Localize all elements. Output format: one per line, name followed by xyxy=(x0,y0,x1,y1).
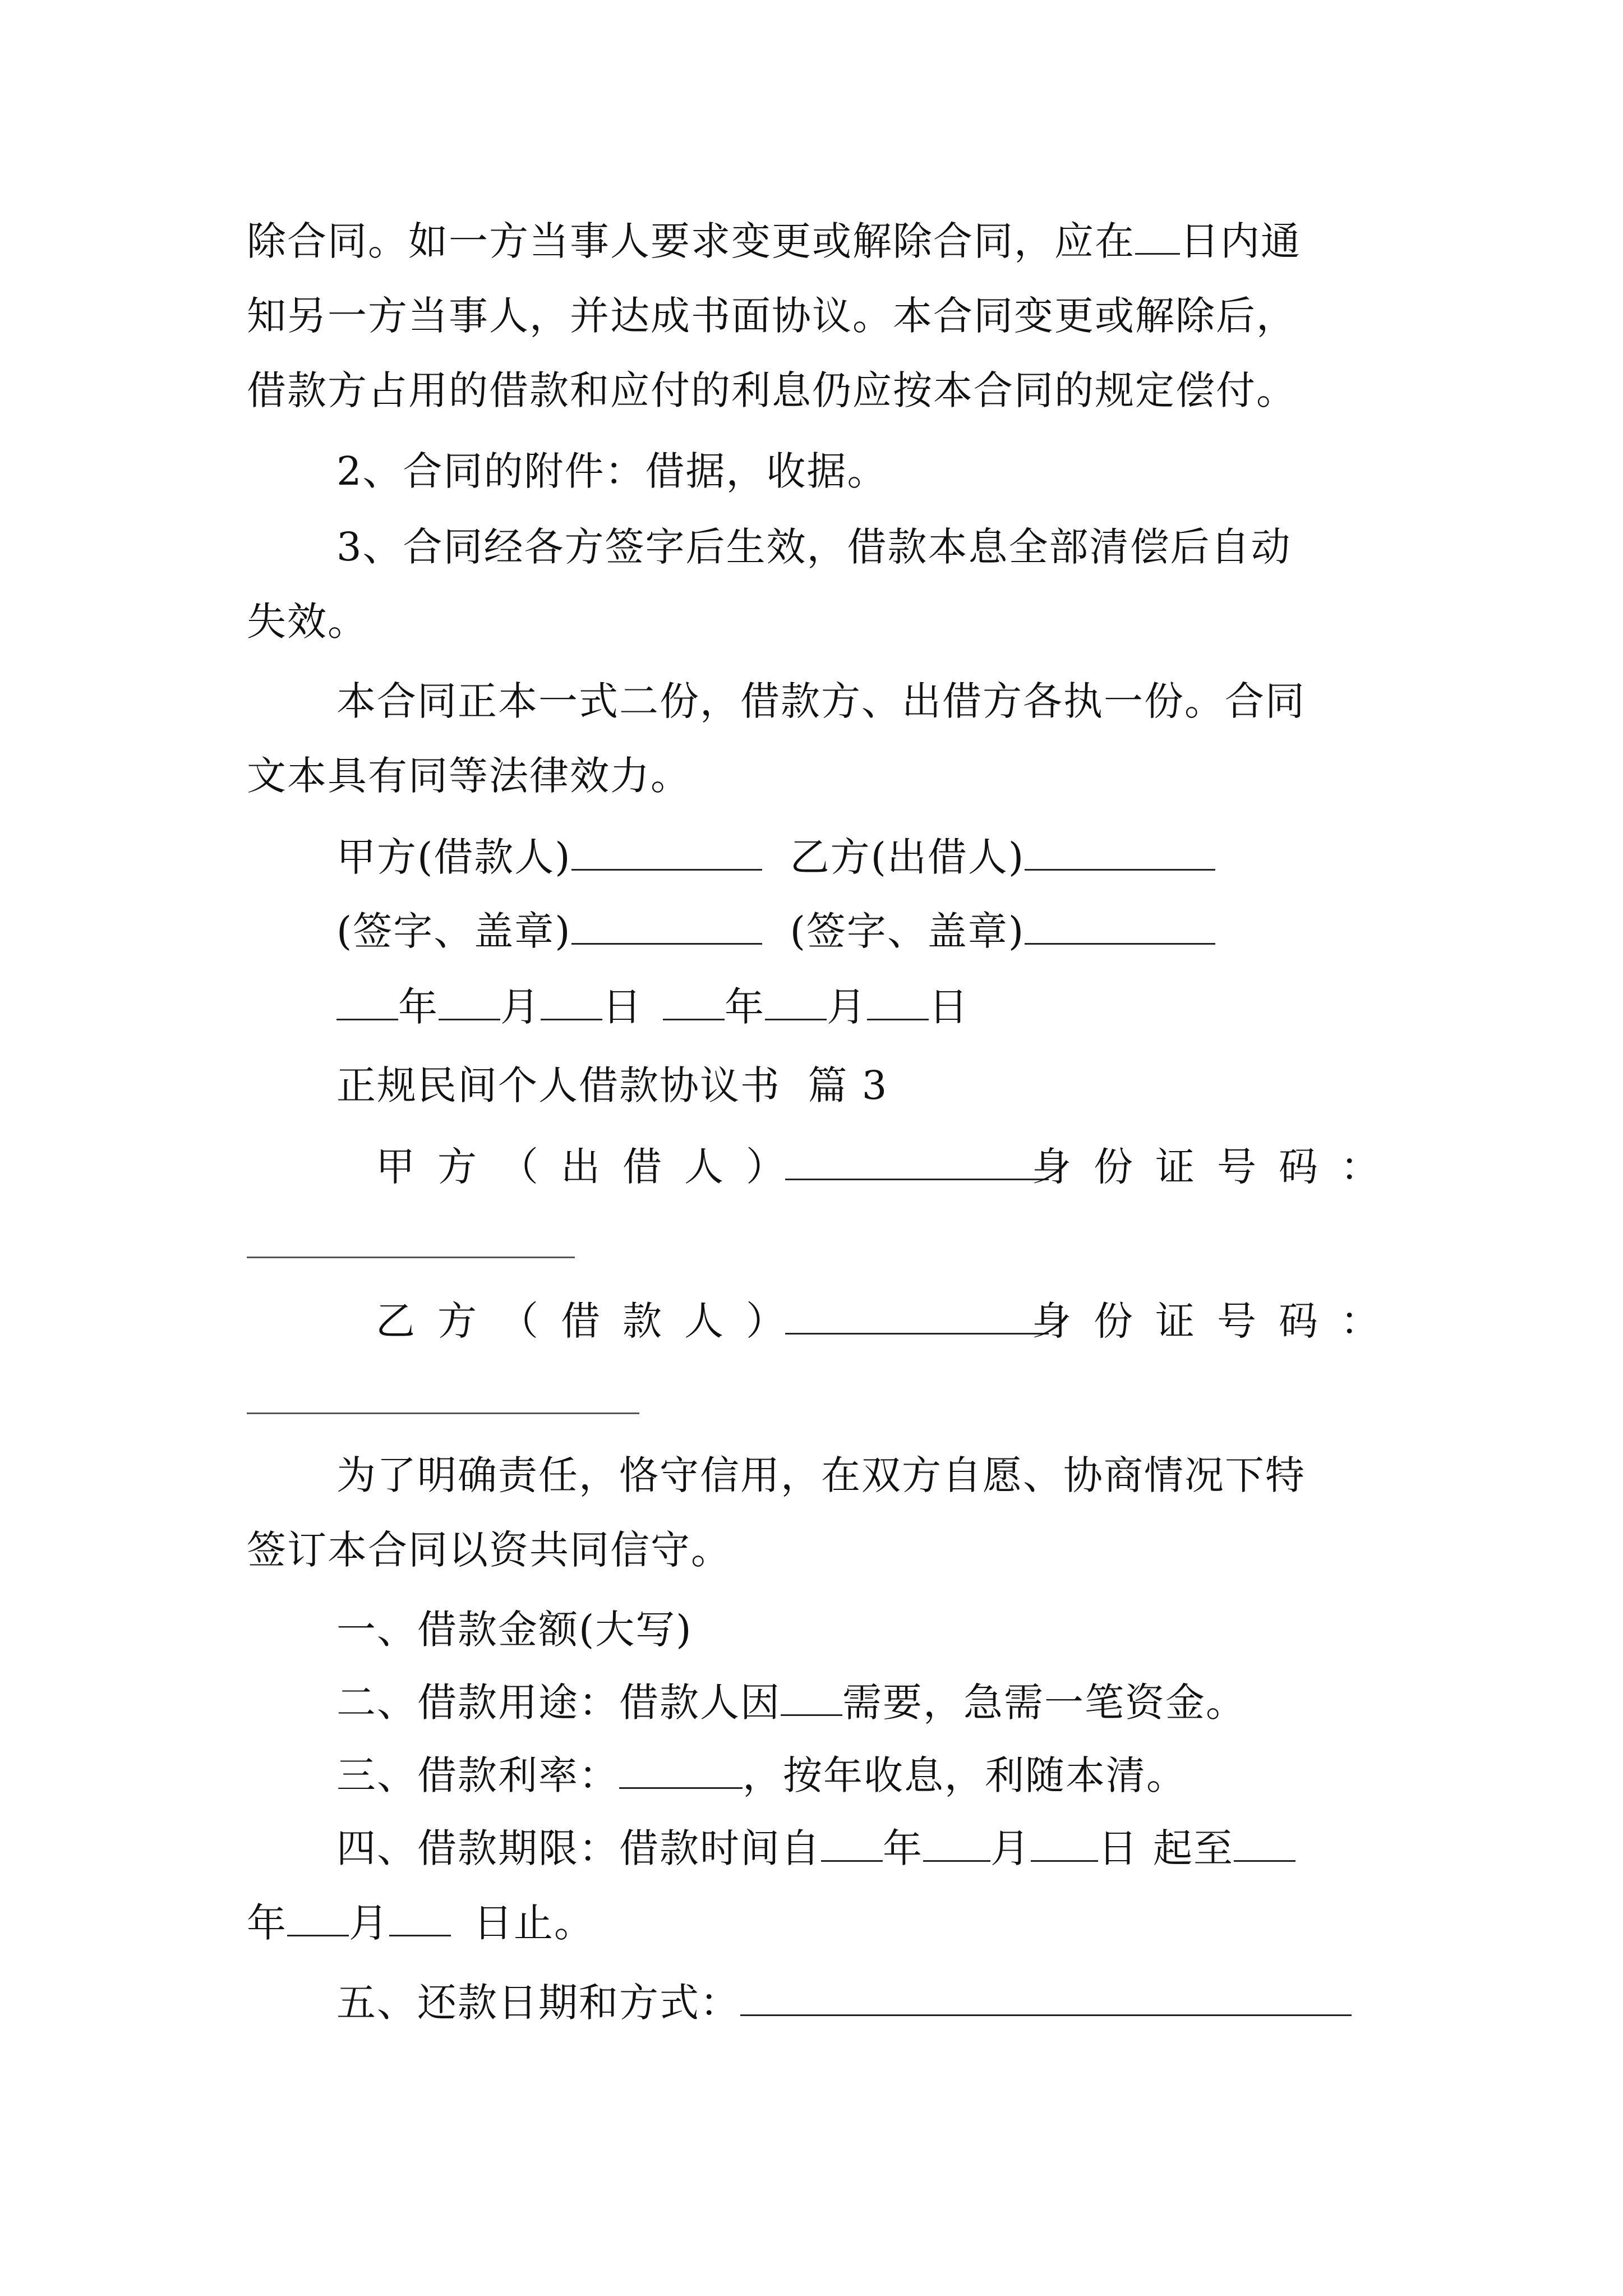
borrower-label: 乙方（借款人） xyxy=(376,1298,808,1344)
paragraph-line: 失效。 xyxy=(247,599,368,645)
clause-2 xyxy=(336,1674,1385,1731)
text: 三、借款利率： xyxy=(336,1752,619,1798)
paragraph-line: 知另一方当事人，并达成书面协议。本合同变更或解除后， xyxy=(247,293,1297,339)
text: 二、借款用途：借款人因 xyxy=(336,1680,781,1726)
paragraph-line: 文本具有同等法律效力。 xyxy=(247,753,691,799)
year-label: 年 xyxy=(398,984,439,1030)
text: 四、借款期限：借款时间自 xyxy=(336,1825,821,1871)
paragraph-line: 2、合同的附件：借据，收据。 xyxy=(336,448,888,494)
month-label: 月 xyxy=(827,984,867,1030)
lender-id-blank xyxy=(247,1257,575,1258)
blank-underline xyxy=(439,982,500,1020)
id-label-text: 身份证号码： xyxy=(1032,1298,1402,1344)
blank-underline xyxy=(821,1823,883,1862)
clause-5 xyxy=(336,1975,1385,2031)
text: 日内通 xyxy=(1180,218,1301,264)
party-a-blank xyxy=(571,832,762,871)
text: 除合同。如一方当事人要求变更或解除合同，应在 xyxy=(247,218,1135,264)
lender-label: 甲方（出借人） xyxy=(376,1144,808,1190)
blank-underline xyxy=(336,982,398,1020)
text: 年 xyxy=(883,1825,923,1871)
blank-underline xyxy=(287,1898,349,1936)
blank-underline xyxy=(1135,216,1180,255)
text: 日止。 xyxy=(473,1900,594,1946)
clause-4 xyxy=(336,1820,1385,1876)
paragraph-line: 借款方占用的借款和应付的利息仍应按本合同的规定偿付。 xyxy=(247,367,1297,413)
sign-b-blank xyxy=(1025,906,1215,945)
blank-underline xyxy=(867,982,929,1020)
section-title: 正规民间个人借款协议书 篇 3 xyxy=(336,1062,888,1108)
month-label: 月 xyxy=(500,984,541,1030)
day-label: 日 xyxy=(929,984,969,1030)
lender-name-blank xyxy=(785,1142,1049,1180)
party-a-label: 甲方(借款人) xyxy=(336,834,571,880)
text: 年 xyxy=(247,1900,287,1946)
signature-parties-line xyxy=(336,829,1385,885)
blank-underline xyxy=(765,982,827,1020)
paragraph-line: 为了明确责任，恪守信用，在双方自愿、协商情况下特 xyxy=(336,1452,1306,1498)
text: 月 xyxy=(349,1900,389,1946)
clause-1: 一、借款金额(大写) xyxy=(336,1607,693,1653)
party-b-blank xyxy=(1025,832,1215,871)
paragraph-line xyxy=(247,213,1385,269)
text: 月 xyxy=(990,1825,1031,1871)
blank-underline xyxy=(1234,1823,1295,1862)
id-label-text: 身份证号码： xyxy=(1032,1144,1402,1190)
text: 起至 xyxy=(1153,1825,1234,1871)
text: 日 xyxy=(1098,1825,1138,1871)
blank-underline xyxy=(541,982,602,1020)
year-label: 年 xyxy=(725,984,765,1030)
day-label: 日 xyxy=(602,984,643,1030)
borrower-id-label xyxy=(1032,1293,1402,1349)
paragraph-line: 签订本合同以资共同信守。 xyxy=(247,1527,731,1573)
party-b-label: 乙方(出借人) xyxy=(790,834,1025,880)
signature-sign-line xyxy=(336,903,1385,959)
text: ，按年收息，利随本清。 xyxy=(743,1752,1187,1798)
blank-underline xyxy=(1031,1823,1098,1862)
signature-date-line xyxy=(336,979,1385,1035)
rate-blank xyxy=(619,1750,743,1789)
repayment-blank xyxy=(740,1977,1352,2016)
paragraph-line: 本合同正本一式二份，借款方、出借方各执一份。合同 xyxy=(336,678,1306,724)
sign-b-label: (签字、盖章) xyxy=(790,908,1025,954)
clause-3 xyxy=(336,1747,1385,1803)
paragraph-line: 3、合同经各方签字后生效，借款本息全部清偿后自动 xyxy=(336,524,1292,570)
sign-a-blank xyxy=(571,906,762,945)
borrower-name-blank xyxy=(785,1296,1049,1335)
blank-underline xyxy=(389,1898,451,1936)
text: 五、还款日期和方式： xyxy=(336,1980,740,2026)
blank-underline xyxy=(781,1677,842,1716)
clause-4-continued xyxy=(247,1895,1385,1951)
blank-underline xyxy=(663,982,725,1020)
blank-underline xyxy=(923,1823,990,1862)
lender-id-label xyxy=(1032,1139,1402,1195)
borrower-id-blank xyxy=(247,1412,639,1414)
sign-a-label: (签字、盖章) xyxy=(336,908,571,954)
text: 需要，急需一笔资金。 xyxy=(842,1680,1246,1726)
